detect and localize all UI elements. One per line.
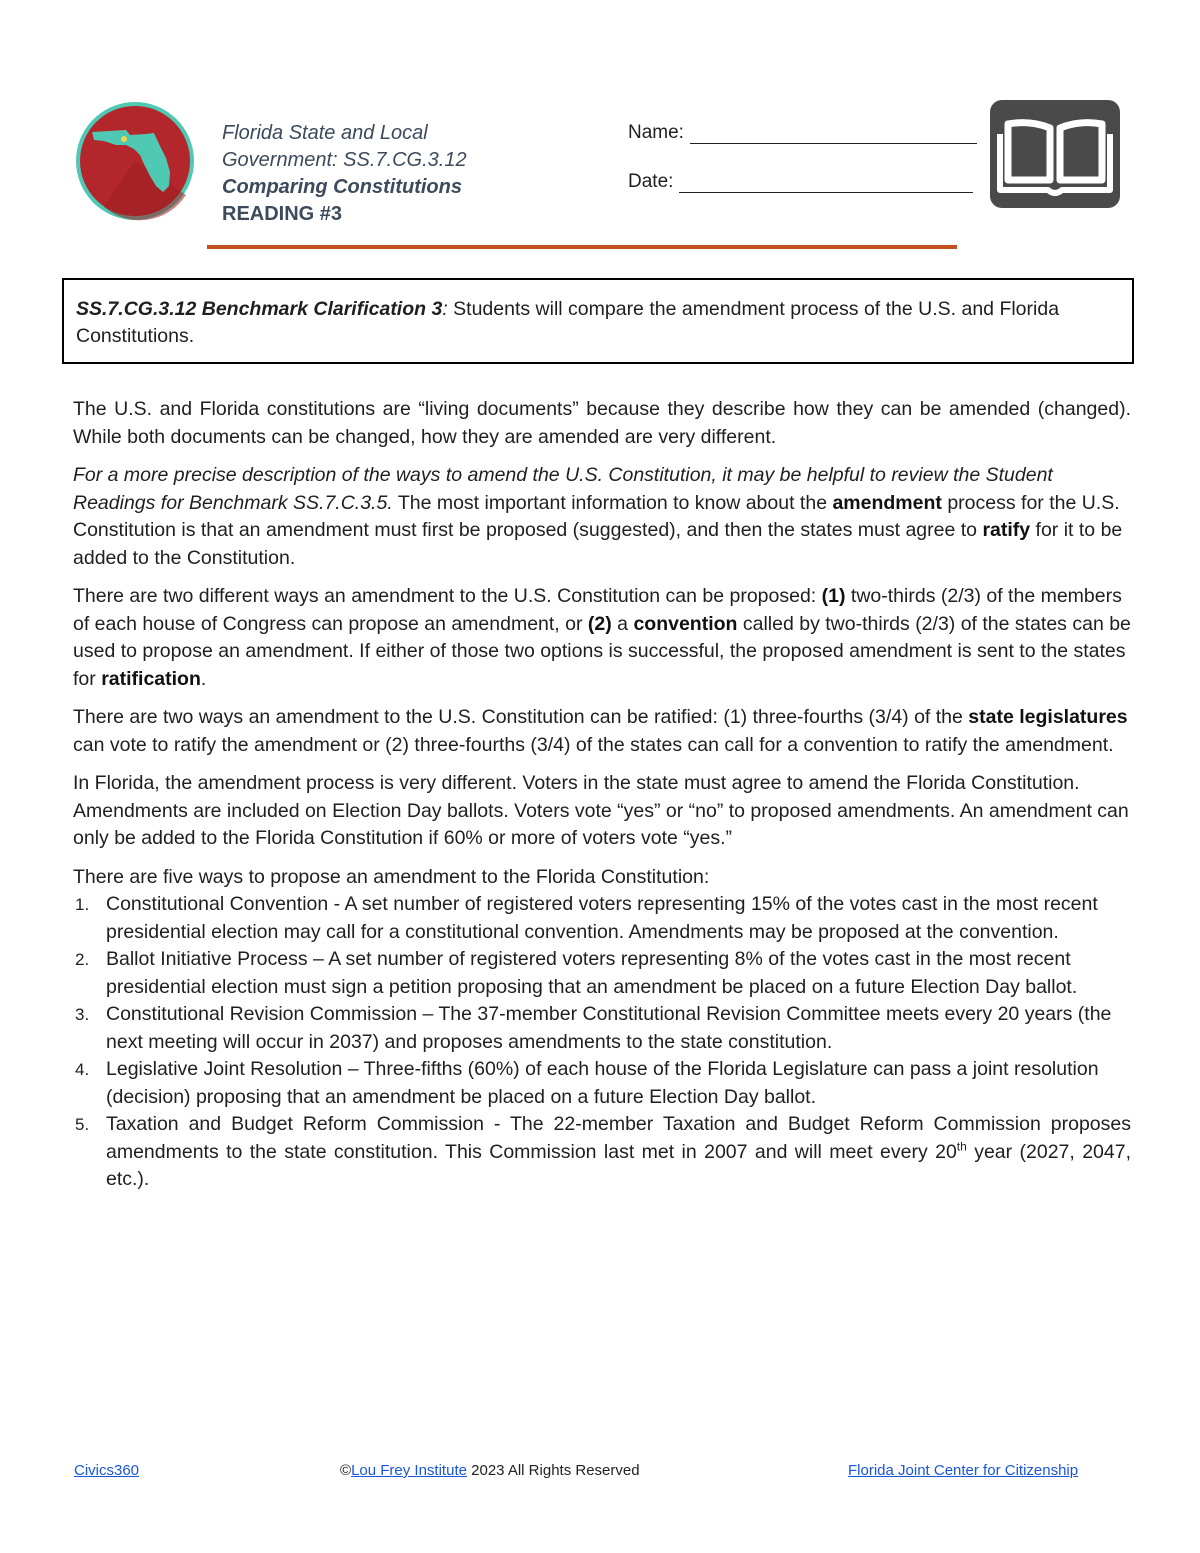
text-segment: The most important information to know about the	[392, 491, 833, 514]
fjcc-link[interactable]: Florida Joint Center for Citizenship	[848, 1462, 1079, 1479]
header-divider	[207, 245, 957, 249]
list-item	[73, 891, 1131, 946]
copyright-text: 2023 All Rights Reserved	[466, 1462, 640, 1479]
name-label: Name:	[628, 122, 684, 143]
paragraph-five-ways-intro: There are five ways to propose an amendment to the Florida Constitution:	[73, 865, 710, 888]
benchmark-colon: :	[442, 298, 448, 320]
list-item-text-end: year (2027, 2047, etc.).	[106, 1140, 1132, 1190]
list-number: 1.	[75, 895, 90, 914]
list-item-text: Ballot Initiative Process – A set number of registered voters representing 8% of the votes cast in the most recent presidential election must sign a petition proposing that an amendment be placed on a future Election Day ballot.	[106, 948, 1078, 998]
date-field[interactable]	[679, 172, 973, 193]
lou-frey-institute-link[interactable]: Lou Frey Institute	[351, 1462, 467, 1479]
list-item-text: Legislative Joint Resolution – Three-fifths (60%) of each house of the Florida Legislature can pass a joint resolution (decision) proposing that an amendment be placed on a future Election Day ballot.	[106, 1058, 1099, 1108]
ordinal-suffix: th	[956, 1139, 967, 1153]
term-ratify: ratify	[982, 519, 1031, 541]
text-segment: two-thirds (2/3) of the members of each house of Congress can propose an amendment, or	[73, 585, 1122, 635]
civics360-link[interactable]: Civics360	[74, 1462, 140, 1479]
reading-topic: Comparing Constitutions	[222, 176, 462, 198]
list-item-text: Taxation and Budget Reform Commission - The 22-member Taxation and Budget Reform Commission proposes amendments to the state constitution. This Commission last met in 2007 and will meet every 20	[106, 1113, 1131, 1163]
option-number-1: (1)	[821, 585, 846, 607]
reading-number: READING #3	[222, 203, 343, 225]
list-number: 3.	[75, 1005, 90, 1024]
reading-title-block	[222, 120, 467, 228]
term-state-legislatures: state legislatures	[968, 706, 1128, 728]
name-field[interactable]	[690, 123, 977, 144]
list-item-text: Constitutional Convention - A set number of registered voters representing 15% of the votes cast in the most recent presidential election may call for a constitutional convention. Amendments may be proposed at the convention.	[106, 893, 1098, 943]
date-label: Date:	[628, 171, 674, 192]
text-segment: process for the U.S. Constitution is that an amendment must first be proposed (suggested), and then the states must agree to	[73, 491, 1120, 541]
term-ratification: ratification	[101, 667, 201, 690]
text-segment: for it to be added to the Constitution.	[73, 519, 1123, 569]
date-field-row	[628, 169, 977, 193]
course-title-line2: Government: SS.7.CG.3.12	[222, 149, 467, 171]
list-item-text: Constitutional Revision Commission – The 37-member Constitutional Revision Committee meets every 20 years (the next meeting will occur in 2037) and proposes amendments to the state constitution.	[106, 1003, 1112, 1053]
paragraph-living-documents: The U.S. and Florida constitutions are “living documents” because they describe how they can be amended (changed). While both documents can be changed, how they are amended are very different.	[73, 398, 1131, 448]
list-item	[73, 1111, 1131, 1194]
benchmark-label: SS.7.CG.3.12 Benchmark Clarification 3	[76, 298, 443, 320]
copyright-notice	[340, 1462, 640, 1479]
paragraph-ratification-methods	[73, 704, 1131, 759]
course-title-line1: Florida State and Local	[222, 122, 428, 144]
italic-reference-note: For a more precise description of the ways to amend the U.S. Constitution, it may be helpful to review the Student Readings for Benchmark SS.7.C.3.5.	[73, 464, 1053, 514]
benchmark-text: Students will compare the amendment process of the U.S. and Florida Constitutions.	[76, 298, 1060, 347]
list-item	[73, 1001, 1131, 1056]
text-segment: can vote to ratify the amendment or (2) three-fourths (3/4) of the states can call for a convention to ratify the amendment.	[73, 733, 1114, 756]
paragraph-us-amendment	[73, 462, 1131, 572]
paragraph-proposal-methods	[73, 583, 1131, 693]
open-book-icon	[990, 100, 1120, 208]
text-segment: There are two ways an amendment to the U.S. Constitution can be ratified: (1) three-fourths (3/4) of the	[73, 706, 969, 728]
list-number: 2.	[75, 950, 90, 969]
term-amendment: amendment	[832, 491, 942, 514]
reading-body	[73, 396, 1131, 1194]
term-convention: convention	[633, 612, 738, 635]
list-item	[73, 1056, 1131, 1111]
text-segment: a	[611, 612, 634, 635]
paragraph-florida-process: In Florida, the amendment process is very different. Voters in the state must agree to amend the Florida Constitution. Amendments are included on Election Day ballots. Voters vote “yes” or “no” to proposed amendments. An amendment can only be added to the Florida Constitution if 60% or more of voters vote “yes.”	[73, 772, 1129, 849]
name-field-row	[628, 120, 977, 144]
student-fields	[628, 120, 977, 218]
florida-amendment-methods-list	[73, 891, 1131, 1194]
text-segment: There are two different ways an amendment to the U.S. Constitution can be proposed:	[73, 585, 822, 607]
list-number: 4.	[75, 1060, 90, 1079]
copyright-symbol: ©	[340, 1462, 352, 1479]
text-segment: .	[200, 667, 207, 690]
benchmark-clarification-box	[62, 278, 1134, 364]
option-number-2: (2)	[587, 612, 612, 635]
list-number: 5.	[75, 1115, 90, 1134]
text-segment: called by two-thirds (2/3) of the states can be used to propose an amendment. If either of those two options is successful, the proposed amendment is sent to the states for	[73, 612, 1131, 690]
page-header	[0, 0, 1200, 260]
list-item	[73, 946, 1131, 1001]
florida-logo-icon	[74, 100, 196, 222]
